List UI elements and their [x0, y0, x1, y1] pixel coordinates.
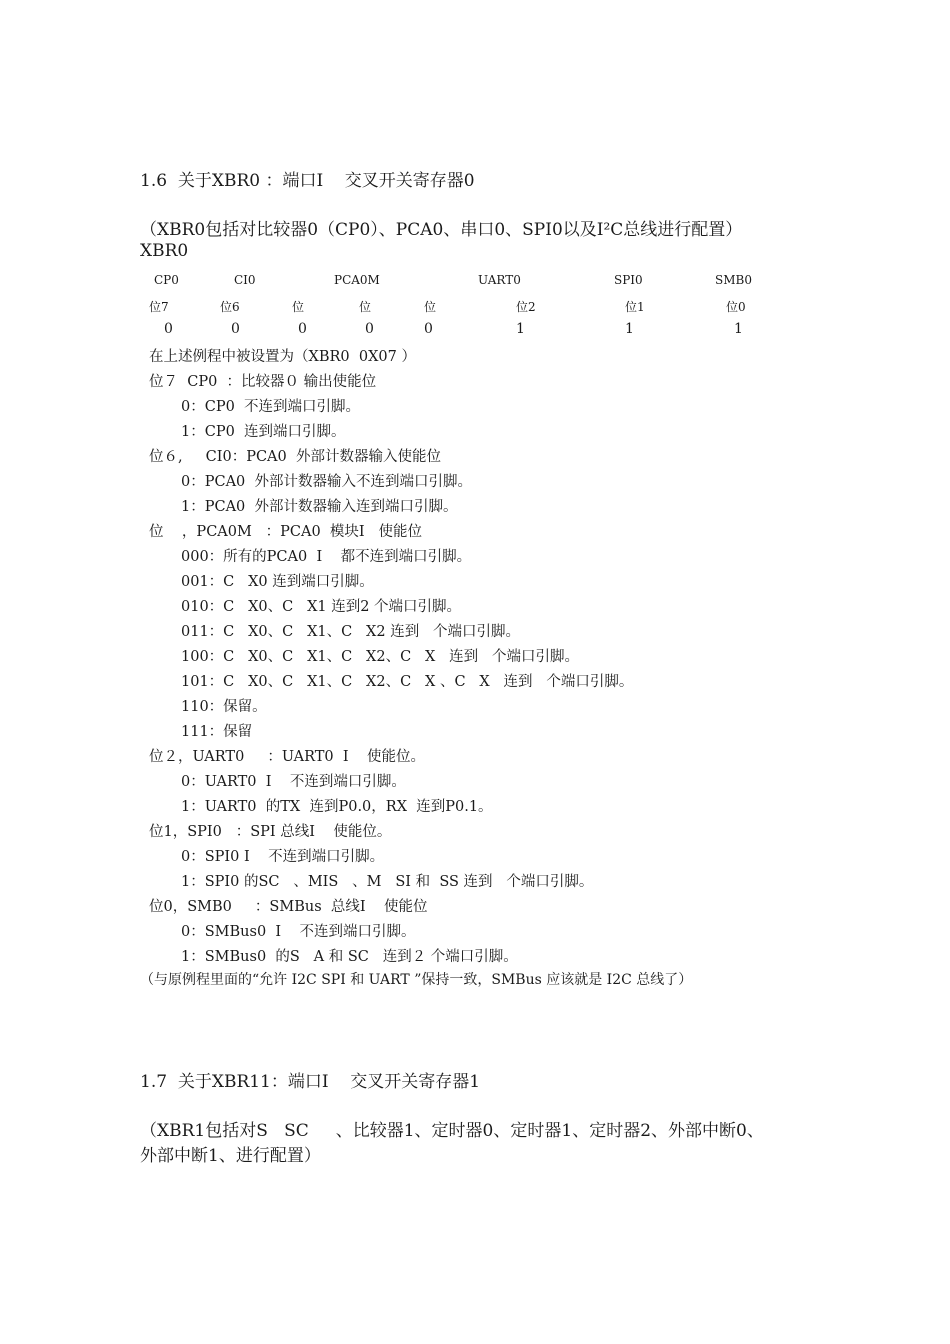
bit-value: 0	[231, 321, 240, 337]
bit-value: 0	[298, 321, 307, 337]
field-name: SPI0	[614, 273, 643, 287]
setting-note: 在上述例程中被设置为（XBR0 0X07 ）	[149, 349, 416, 365]
section-1-7-heading: 1.7 关于XBR11：端口I 交叉开关寄存器1	[140, 1072, 481, 1092]
option-line: 111：保留	[181, 724, 253, 740]
option-line: 011：C X0、C X1、C X2 连到 个端口引脚。	[181, 624, 521, 640]
option-line: 0：UART0 I 不连到端口引脚。	[181, 774, 406, 790]
option-line: 1：CP0 连到端口引脚。	[181, 424, 346, 440]
option-line: 0：SMBus0 I 不连到端口引脚。	[181, 924, 416, 940]
field-name: PCA0M	[334, 273, 380, 287]
field-name: UART0	[478, 273, 521, 287]
option-line: 101：C X0、C X1、C X2、C X 、C X 连到 个端口引脚。	[181, 674, 634, 690]
option-line: 001：C X0 连到端口引脚。	[181, 574, 374, 590]
option-line: 0：SPI0 I 不连到端口引脚。	[181, 849, 385, 865]
section-1-7-intro-line2: 外部中断1、进行配置）	[140, 1146, 321, 1166]
bit-value: 1	[625, 321, 634, 337]
bit-description: 位 ，PCA0M ：PCA0 模块I 使能位	[149, 524, 422, 540]
bit-label: 位	[359, 300, 372, 314]
option-line: 0：PCA0 外部计数器输入不连到端口引脚。	[181, 474, 472, 490]
bit-description: 位0，SMB0 ：SMBus 总线I 使能位	[149, 899, 428, 915]
bit-label: 位2	[516, 300, 536, 314]
bit-value: 0	[365, 321, 374, 337]
option-line: 100：C X0、C X1、C X2、C X 连到 个端口引脚。	[181, 649, 579, 665]
bit-description: 位６, CI0：PCA0 外部计数器输入使能位	[149, 449, 441, 465]
section-1-6-heading: 1.6 关于XBR0 ：端口I 交叉开关寄存器0	[140, 171, 475, 191]
register-label: XBR0	[140, 241, 189, 261]
remark-note: （与原例程里面的“允许 I2C SPI 和 UART ”保持一致，SMBus 应该就是 I2C 总线了）	[140, 972, 693, 988]
bit-description: 位２，UART0 ：UART0 I 使能位。	[149, 749, 426, 765]
option-line: 000：所有的PCA0 I 都不连到端口引脚。	[181, 549, 472, 565]
bit-value: 0	[164, 321, 173, 337]
bit-label: 位	[424, 300, 437, 314]
option-line: 1：SMBus0 的S A 和 SC 连到２ 个端口引脚。	[181, 949, 518, 965]
option-line: 0：CP0 不连到端口引脚。	[181, 399, 361, 415]
bit-value: 1	[734, 321, 743, 337]
option-line: 1：SPI0 的SC 、MIS 、M SI 和 SS 连到 个端口引脚。	[181, 874, 594, 890]
bit-label: 位7	[149, 300, 169, 314]
bit-label: 位	[292, 300, 305, 314]
field-name: CI0	[234, 273, 256, 287]
bit-value: 0	[424, 321, 433, 337]
field-name: SMB0	[715, 273, 752, 287]
bit-description: 位７ CP0 ：比较器０ 输出使能位	[149, 374, 377, 390]
field-name: CP0	[154, 273, 179, 287]
bit-label: 位1	[625, 300, 645, 314]
option-line: 1：UART0 的TX 连到P0.0，RX 连到P0.1。	[181, 799, 493, 815]
option-line: 010：C X0、C X1 连到2 个端口引脚。	[181, 599, 462, 615]
bit-value: 1	[516, 321, 525, 337]
section-1-7-intro-line1: （XBR1包括对S SC 、比较器1、定时器0、定时器1、定时器2、外部中断0、	[140, 1121, 764, 1141]
option-line: 110：保留。	[181, 699, 267, 715]
bit-label: 位0	[726, 300, 746, 314]
section-1-6-intro: （XBR0包括对比较器0（CP0）、PCA0、串口0、SPI0以及I²C总线进行配置）	[140, 220, 743, 240]
option-line: 1：PCA0 外部计数器输入连到端口引脚。	[181, 499, 458, 515]
bit-label: 位6	[220, 300, 240, 314]
bit-description: 位1，SPI0 ：SPI 总线I 使能位。	[149, 824, 392, 840]
